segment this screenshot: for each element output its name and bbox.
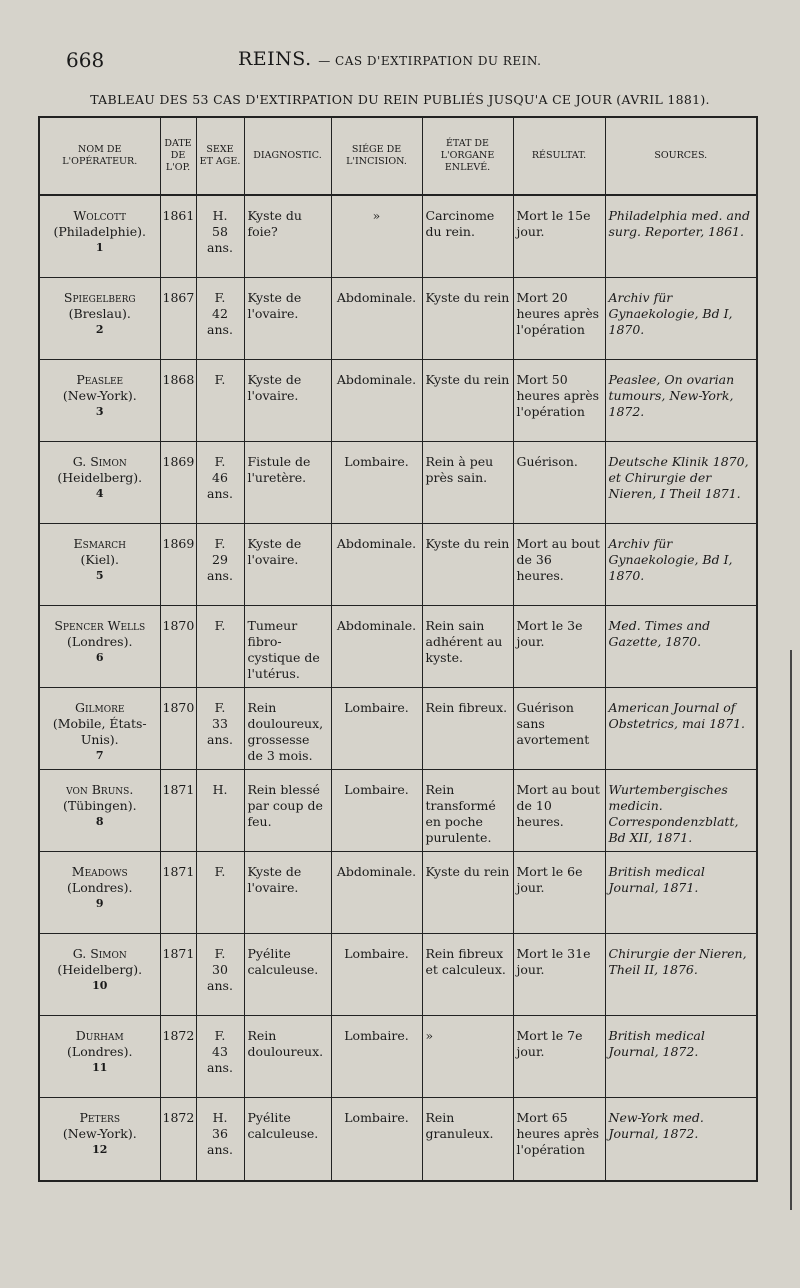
case-number: 7 bbox=[95, 749, 104, 762]
cell-resultat: Mort 50 heures après l'opération bbox=[513, 360, 605, 442]
cell-etat: Kyste du rein bbox=[422, 360, 513, 442]
table-row bbox=[39, 360, 757, 442]
operator-name: Spencer Wells bbox=[54, 618, 146, 633]
table-row bbox=[39, 934, 757, 1016]
cell-date: 1871 bbox=[160, 852, 196, 934]
cell-sexe bbox=[196, 770, 244, 852]
case-number: 12 bbox=[92, 1143, 108, 1156]
cell-date: 1869 bbox=[160, 524, 196, 606]
table-row bbox=[39, 852, 757, 934]
sex-value: F. bbox=[214, 864, 226, 879]
cell-diagnostic: Rein douloureux, grossesse de 3 mois. bbox=[244, 688, 331, 770]
operator-name: G. Simon bbox=[72, 454, 127, 469]
cell-sources: Archiv für Gynaekologie, Bd I, 1870. bbox=[605, 524, 757, 606]
cell-sources: Med. Times and Gazette, 1870. bbox=[605, 606, 757, 688]
operator-place: (Tübingen). bbox=[62, 798, 137, 813]
operator-place: (Londres). bbox=[67, 1044, 133, 1059]
sex-value: F. bbox=[214, 618, 226, 633]
cell-sources: Chirurgie der Nieren, Theil II, 1876. bbox=[605, 934, 757, 1016]
running-title-sub: — CAS D'EXTIRPATION DU REIN. bbox=[318, 54, 542, 68]
cell-sexe bbox=[196, 1016, 244, 1098]
cell-sexe bbox=[196, 442, 244, 524]
running-title-main: REINS. bbox=[238, 48, 312, 70]
operator-place: (Heidelberg). bbox=[57, 470, 143, 485]
cell-date: 1869 bbox=[160, 442, 196, 524]
cell-siege: Abdominale. bbox=[331, 278, 422, 360]
cell-resultat: Mort au bout de 36 heures. bbox=[513, 524, 605, 606]
cell-diagnostic: Kyste du foie? bbox=[244, 195, 331, 278]
page-edge-rule bbox=[790, 650, 792, 1210]
cell-siege: Lombaire. bbox=[331, 688, 422, 770]
cell-sources: Philadelphia med. and surg. Reporter, 1861. bbox=[605, 195, 757, 278]
table-row bbox=[39, 770, 757, 852]
cell-siege: Abdominale. bbox=[331, 606, 422, 688]
age-value: 42 ans. bbox=[207, 306, 233, 337]
sex-value: H. bbox=[212, 782, 228, 797]
cell-etat: Kyste du rein bbox=[422, 278, 513, 360]
case-number: 3 bbox=[95, 405, 104, 418]
cell-sexe bbox=[196, 852, 244, 934]
cell-resultat: Mort 20 heures après l'opération bbox=[513, 278, 605, 360]
operator-name: Wolcott bbox=[73, 208, 127, 223]
sex-value: F. bbox=[214, 946, 226, 961]
cell-sources: American Journal of Obstetrics, mai 1871. bbox=[605, 688, 757, 770]
cell-etat: Rein granuleux. bbox=[422, 1098, 513, 1182]
cell-date: 1861 bbox=[160, 195, 196, 278]
cell-sources: Deutsche Klinik 1870, et Chirurgie der Nieren, I Theil 1871. bbox=[605, 442, 757, 524]
cell-operateur bbox=[39, 688, 160, 770]
age-value: 46 ans. bbox=[207, 470, 233, 501]
col-header-operateur: NOM DE L'OPÉRATEUR. bbox=[39, 117, 160, 195]
table-title: TABLEAU DES 53 CAS D'EXTIRPATION DU REIN PUBLIÉS JUSQU'A CE JOUR (AVRIL 1881). bbox=[90, 92, 710, 107]
col-header-etat: ÉTAT DE L'ORGANE ENLEVÉ. bbox=[422, 117, 513, 195]
cell-resultat: Guérison. bbox=[513, 442, 605, 524]
operator-place: (Londres). bbox=[67, 880, 133, 895]
cell-sources: Peaslee, On ovarian tumours, New-York, 1872. bbox=[605, 360, 757, 442]
operator-place: (New-York). bbox=[62, 1126, 137, 1141]
operator-place: (Heidelberg). bbox=[57, 962, 143, 977]
cell-operateur bbox=[39, 278, 160, 360]
operator-name: Peters bbox=[79, 1110, 120, 1125]
cell-etat: Kyste du rein bbox=[422, 852, 513, 934]
sex-value: F. bbox=[214, 536, 226, 551]
cell-etat: Rein transformé en poche purulente. bbox=[422, 770, 513, 852]
cell-resultat: Mort le 15e jour. bbox=[513, 195, 605, 278]
cell-date: 1870 bbox=[160, 688, 196, 770]
cell-sexe bbox=[196, 606, 244, 688]
table-body bbox=[39, 195, 757, 1181]
cell-resultat: Mort le 3e jour. bbox=[513, 606, 605, 688]
cases-table bbox=[38, 116, 758, 1182]
col-header-resultat: RÉSULTAT. bbox=[513, 117, 605, 195]
cell-siege: Abdominale. bbox=[331, 852, 422, 934]
cell-diagnostic: Pyélite calculeuse. bbox=[244, 934, 331, 1016]
cell-diagnostic: Kyste de l'ovaire. bbox=[244, 278, 331, 360]
cell-sexe bbox=[196, 524, 244, 606]
cell-siege: Abdominale. bbox=[331, 524, 422, 606]
cell-etat: Rein fibreux et calculeux. bbox=[422, 934, 513, 1016]
table-row bbox=[39, 278, 757, 360]
cell-sources: British medical Journal, 1871. bbox=[605, 852, 757, 934]
table-row bbox=[39, 442, 757, 524]
age-value: 58 ans. bbox=[207, 224, 233, 255]
case-number: 1 bbox=[95, 241, 104, 254]
case-number: 4 bbox=[95, 487, 104, 500]
cell-siege: » bbox=[331, 195, 422, 278]
table-row bbox=[39, 195, 757, 278]
cell-sources: New-York med. Journal, 1872. bbox=[605, 1098, 757, 1182]
operator-place: (Breslau). bbox=[68, 306, 131, 321]
cell-resultat: Mort le 6e jour. bbox=[513, 852, 605, 934]
running-title bbox=[238, 48, 541, 70]
cell-siege: Abdominale. bbox=[331, 360, 422, 442]
case-number: 8 bbox=[95, 815, 104, 828]
operator-name: Gilmore bbox=[75, 700, 125, 715]
cell-sources: Archiv für Gynaekologie, Bd I, 1870. bbox=[605, 278, 757, 360]
operator-name: von Bruns. bbox=[66, 782, 134, 797]
cell-etat: Rein à peu près sain. bbox=[422, 442, 513, 524]
cell-sexe bbox=[196, 278, 244, 360]
cell-sexe bbox=[196, 1098, 244, 1182]
page-number: 668 bbox=[66, 48, 105, 72]
operator-name: Meadows bbox=[71, 864, 128, 879]
sex-value: H. bbox=[212, 208, 228, 223]
table-row bbox=[39, 688, 757, 770]
cell-operateur bbox=[39, 360, 160, 442]
cell-date: 1871 bbox=[160, 770, 196, 852]
cell-diagnostic: Fistule de l'uretère. bbox=[244, 442, 331, 524]
table-header-row bbox=[39, 117, 757, 195]
operator-name: Esmarch bbox=[73, 536, 127, 551]
cell-resultat: Guérison sans avortement bbox=[513, 688, 605, 770]
cell-operateur bbox=[39, 1098, 160, 1182]
col-header-sexe: SEXE ET AGE. bbox=[196, 117, 244, 195]
cell-date: 1867 bbox=[160, 278, 196, 360]
cell-etat: Rein sain adhérent au kyste. bbox=[422, 606, 513, 688]
cell-resultat: Mort au bout de 10 heures. bbox=[513, 770, 605, 852]
cell-diagnostic: Kyste de l'ovaire. bbox=[244, 852, 331, 934]
cell-resultat: Mort 65 heures après l'opération bbox=[513, 1098, 605, 1182]
operator-place: (Philadelphie). bbox=[53, 224, 146, 239]
page-header bbox=[66, 48, 766, 78]
cell-sexe bbox=[196, 195, 244, 278]
cell-siege: Lombaire. bbox=[331, 1016, 422, 1098]
cell-operateur bbox=[39, 442, 160, 524]
cell-siege: Lombaire. bbox=[331, 442, 422, 524]
cell-operateur bbox=[39, 770, 160, 852]
table-row bbox=[39, 524, 757, 606]
cell-sexe bbox=[196, 934, 244, 1016]
cell-operateur bbox=[39, 524, 160, 606]
age-value: 36 ans. bbox=[207, 1126, 233, 1157]
cell-date: 1872 bbox=[160, 1016, 196, 1098]
cell-siege: Lombaire. bbox=[331, 934, 422, 1016]
cell-diagnostic: Rein blessé par coup de feu. bbox=[244, 770, 331, 852]
cell-etat: » bbox=[422, 1016, 513, 1098]
cell-sources: Wurtembergisches medicin. Correspondenzblatt, Bd XII, 1871. bbox=[605, 770, 757, 852]
sex-value: F. bbox=[214, 454, 226, 469]
operator-place: (Kiel). bbox=[80, 552, 119, 567]
case-number: 5 bbox=[95, 569, 104, 582]
cell-date: 1872 bbox=[160, 1098, 196, 1182]
cell-diagnostic: Kyste de l'ovaire. bbox=[244, 524, 331, 606]
cell-operateur bbox=[39, 852, 160, 934]
sex-value: H. bbox=[212, 1110, 228, 1125]
col-header-siege: SIÉGE DE L'INCISION. bbox=[331, 117, 422, 195]
cell-siege: Lombaire. bbox=[331, 770, 422, 852]
cell-operateur bbox=[39, 1016, 160, 1098]
cell-diagnostic: Rein douloureux. bbox=[244, 1016, 331, 1098]
operator-name: Spiegelberg bbox=[63, 290, 136, 305]
case-number: 10 bbox=[92, 979, 108, 992]
operator-place: (New-York). bbox=[62, 388, 137, 403]
cell-sources: British medical Journal, 1872. bbox=[605, 1016, 757, 1098]
age-value: 43 ans. bbox=[207, 1044, 233, 1075]
case-number: 11 bbox=[92, 1061, 108, 1074]
col-header-date: DATE DE L'OP. bbox=[160, 117, 196, 195]
sex-value: F. bbox=[214, 700, 226, 715]
cell-date: 1870 bbox=[160, 606, 196, 688]
sex-value: F. bbox=[214, 290, 226, 305]
table-row bbox=[39, 1016, 757, 1098]
cell-operateur bbox=[39, 606, 160, 688]
cell-date: 1868 bbox=[160, 360, 196, 442]
cell-operateur bbox=[39, 195, 160, 278]
operator-place: (Mobile, États-Unis). bbox=[52, 716, 147, 747]
operator-name: G. Simon bbox=[72, 946, 127, 961]
cell-diagnostic: Tumeur fibro-cystique de l'utérus. bbox=[244, 606, 331, 688]
cell-diagnostic: Kyste de l'ovaire. bbox=[244, 360, 331, 442]
age-value: 30 ans. bbox=[207, 962, 233, 993]
operator-place: (Londres). bbox=[67, 634, 133, 649]
cell-siege: Lombaire. bbox=[331, 1098, 422, 1182]
sex-value: F. bbox=[214, 1028, 226, 1043]
cell-etat: Rein fibreux. bbox=[422, 688, 513, 770]
cell-operateur bbox=[39, 934, 160, 1016]
cell-resultat: Mort le 31e jour. bbox=[513, 934, 605, 1016]
cell-etat: Carcinome du rein. bbox=[422, 195, 513, 278]
table-row bbox=[39, 1098, 757, 1182]
cell-diagnostic: Pyélite calculeuse. bbox=[244, 1098, 331, 1182]
case-number: 9 bbox=[95, 897, 104, 910]
sex-value: F. bbox=[214, 372, 226, 387]
cell-resultat: Mort le 7e jour. bbox=[513, 1016, 605, 1098]
age-value: 29 ans. bbox=[207, 552, 233, 583]
operator-name: Peaslee bbox=[76, 372, 124, 387]
operator-name: Durham bbox=[75, 1028, 124, 1043]
cell-sexe bbox=[196, 688, 244, 770]
cell-sexe bbox=[196, 360, 244, 442]
cell-date: 1871 bbox=[160, 934, 196, 1016]
age-value: 33 ans. bbox=[207, 716, 233, 747]
case-number: 2 bbox=[95, 323, 104, 336]
col-header-diagnostic: DIAGNOSTIC. bbox=[244, 117, 331, 195]
table-row bbox=[39, 606, 757, 688]
cell-etat: Kyste du rein bbox=[422, 524, 513, 606]
col-header-sources: SOURCES. bbox=[605, 117, 757, 195]
case-number: 6 bbox=[95, 651, 104, 664]
